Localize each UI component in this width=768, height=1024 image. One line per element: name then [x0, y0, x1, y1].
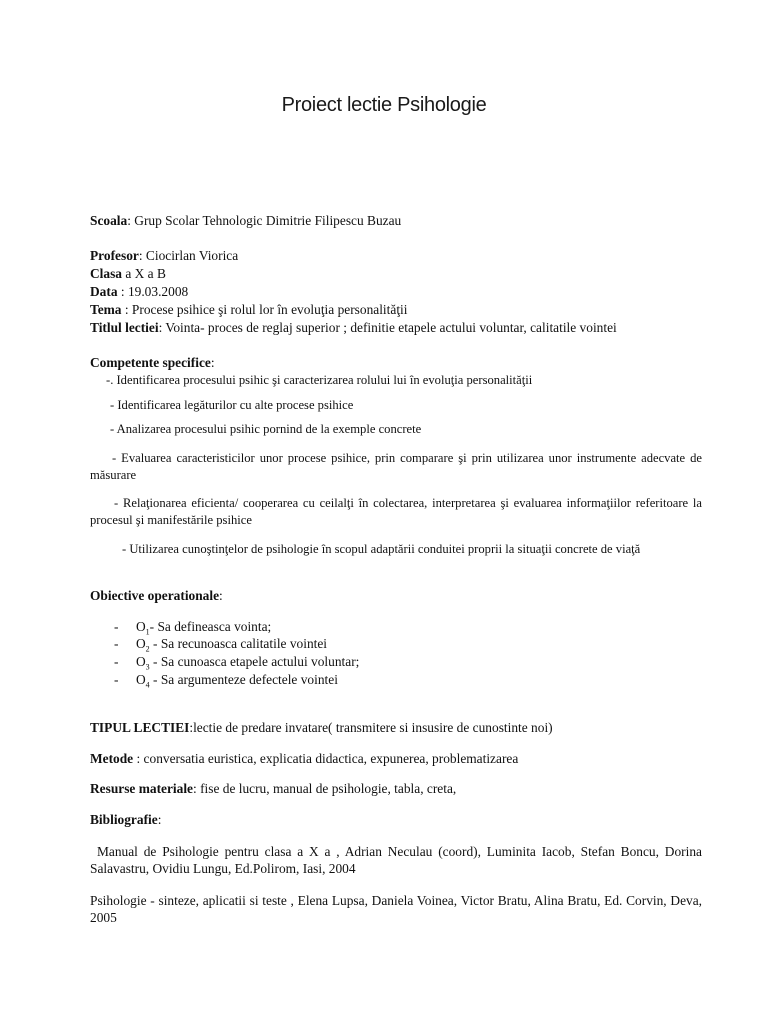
obiectiv-code: O	[136, 619, 146, 634]
clasa-line	[90, 265, 710, 282]
obiectiv-dash: -	[114, 654, 119, 669]
competenta-item: - Identificarea legăturilor cu alte procese psihice	[110, 398, 354, 412]
competenta-item: -. Identificarea procesului psihic şi caracterizarea rolului lui în evoluţia personalităţii	[106, 373, 533, 387]
data-value: : 19.03.2008	[117, 284, 189, 299]
tipul-label: TIPUL LECTIEI	[90, 720, 190, 735]
data-line	[90, 283, 710, 300]
competenta-item: - Evaluarea caracteristicilor unor procese psihice, prin comparare şi prin utilizarea unor instrumente adecvate de măsurare	[90, 451, 702, 482]
scoala-line	[90, 212, 710, 229]
tipul-line	[90, 719, 710, 736]
bibliografie-label: Bibliografie	[90, 812, 158, 827]
competenta-item: - Analizarea procesului psihic pornind de la exemple concrete	[110, 422, 422, 436]
obiectiv-dash: -	[114, 636, 119, 651]
obiectiv-text: - Sa recunoasca calitatile vointei	[149, 636, 328, 651]
obiective-suffix: :	[219, 588, 223, 603]
metode-label: Metode	[90, 751, 134, 766]
resurse-value: : fise de lucru, manual de psihologie, tabla, creta,	[193, 781, 457, 796]
obiectiv-text: - Sa defineasca vointa;	[149, 619, 272, 634]
tema-line	[90, 301, 710, 318]
competente-label: Competente specifice	[90, 355, 211, 370]
tipul-value: :lectie de predare invatare( transmitere si insusire de cunostinte noi)	[189, 720, 553, 735]
metode-line	[90, 750, 710, 767]
bibliografie-item: Manual de Psihologie pentru clasa a X a , Adrian Neculau (coord), Luminita Iacob, Stefan Boncu, Dorina Salavastru, Ovidiu Lungu, Ed.Polirom, Iasi, 2004	[90, 844, 702, 876]
competenta-item: - Relaţionarea eficienta/ cooperarea cu ceilalţi în colectarea, interpretarea şi evaluarea informaţiilor referitoare la procesul şi manifestările psihice	[90, 496, 702, 527]
obiectiv-code: O	[136, 654, 146, 669]
titlul-label: Titlul lectiei	[90, 320, 159, 335]
data-label: Data	[90, 284, 118, 299]
obiective-label: Obiective operationale	[90, 588, 220, 603]
scoala-label: Scoala	[90, 213, 128, 228]
bibliografie-heading	[90, 811, 710, 828]
metode-value: : conversatia euristica, explicatia didactica, expunerea, problematizarea	[133, 751, 519, 766]
titlul-line	[90, 319, 650, 336]
profesor-value: : Ciocirlan Viorica	[138, 248, 239, 263]
obiectiv-dash: -	[114, 672, 119, 687]
obiectiv-index: 2	[145, 644, 150, 654]
tema-value: : Procese psihice şi rolul lor în evoluţia personalităţii	[121, 302, 408, 317]
obiectiv-text: - Sa argumenteze defectele vointei	[149, 672, 338, 687]
profesor-label: Profesor	[90, 248, 139, 263]
obiectiv-text: - Sa cunoasca etapele actului voluntar;	[149, 654, 360, 669]
obiectiv-dash: -	[114, 619, 119, 634]
obiective-heading	[90, 587, 710, 604]
clasa-label: Clasa	[90, 266, 122, 281]
obiectiv-index: 1	[145, 627, 150, 637]
obiectiv-item	[114, 671, 734, 694]
competenta-item: - Utilizarea cunoştinţelor de psihologie în scopul adaptării conduitei proprii la situaţii concrete de viaţă	[122, 542, 641, 556]
resurse-label: Resurse materiale	[90, 781, 193, 796]
resurse-line	[90, 780, 710, 797]
obiectiv-code: O	[136, 672, 146, 687]
scoala-value: : Grup Scolar Tehnologic Dimitrie Filipescu Buzau	[127, 213, 402, 228]
clasa-value: a X a B	[122, 266, 166, 281]
competente-heading	[90, 354, 710, 371]
bibliografie-suffix: :	[157, 812, 162, 827]
titlul-value: : Vointa- proces de reglaj superior ; definitie etapele actului voluntar, calitatile vointei	[158, 320, 617, 335]
bibliografie-item: Psihologie - sinteze, aplicatii si teste , Elena Lupsa, Daniela Voinea, Victor Bratu, Alina Bratu, Ed. Corvin, Deva, 2005	[90, 893, 702, 925]
obiectiv-index: 4	[145, 680, 150, 690]
profesor-line	[90, 247, 710, 264]
competente-suffix: :	[210, 355, 215, 370]
tema-label: Tema	[90, 302, 122, 317]
obiectiv-index: 3	[145, 662, 150, 672]
obiectiv-code: O	[136, 636, 146, 651]
document-title: Proiect lectie Psihologie	[281, 94, 487, 116]
